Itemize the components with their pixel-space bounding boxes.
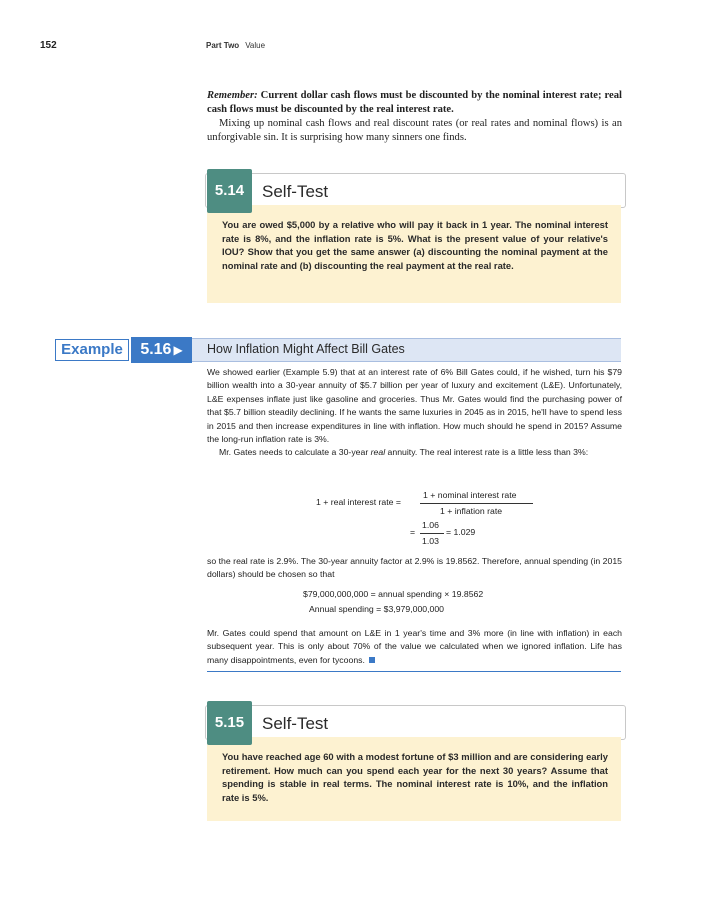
equation-denominator: 1 + inflation rate <box>440 506 503 516</box>
example-label: Example <box>55 339 129 361</box>
running-head <box>206 41 265 50</box>
example-end-rule <box>207 671 621 672</box>
page-number: 152 <box>40 40 57 51</box>
example-title: How Inflation Might Affect Bill Gates <box>207 342 405 356</box>
equation-equals: = <box>410 527 416 537</box>
fraction-bar <box>420 503 533 504</box>
self-test-title: Self-Test <box>262 182 329 201</box>
part-label: Part Two <box>206 41 240 50</box>
example-paragraph-3: so the real rate is 2.9%. The 30-year annuity factor at 2.9% is 19.8562. Therefore, annual spending (in 2015 dollars) should be chosen so that <box>207 556 622 580</box>
example-body-top <box>207 366 622 460</box>
equation-4: Annual spending = $3,979,000,000 <box>309 604 445 614</box>
intro-paragraph: Mixing up nominal cash flows and real discount rates (or real rates and nominal flows) is an unforgivable sin. It is surprising how many sinners one finds. <box>207 118 622 143</box>
equation-lhs: 1 + real interest rate = <box>316 497 401 507</box>
arrow-right-icon: ▶ <box>173 343 183 357</box>
example-paragraph-4: Mr. Gates could spend that amount on L&E in 1 year's time and 3% more (in line with inflation) in each subsequent year. This is only about 70% of the value we calculated when we ignored inflation. Life has many disappointments, even for tycoons. <box>207 628 622 665</box>
emphasis-real: real <box>370 447 386 458</box>
example-paragraph-3-wrap <box>207 555 622 582</box>
fraction-bar-2 <box>420 533 444 534</box>
end-of-example-icon <box>369 657 375 663</box>
remember-text: Current dollar cash flows must be discounted by the nominal interest rate; real cash flows must be discounted by the real interest rate. <box>207 90 622 115</box>
equation-3: $79,000,000,000 = annual spending × 19.8562 <box>303 589 484 599</box>
remember-label: Remember: <box>207 90 258 101</box>
equation-result: = 1.029 <box>446 527 476 537</box>
example-number: 5.16 <box>140 341 172 358</box>
remember-paragraph <box>207 89 622 117</box>
part-title: Value <box>245 41 266 50</box>
self-test-question-2: You have reached age 60 with a modest fortune of $3 million and are considering early retirement. How much can you spend each year for the next 30 years? Assume that spending is stable in real terms. The nominal interest rate is 10%, and the inflation rate is 5%. <box>222 751 608 803</box>
example-paragraph-2: Mr. Gates needs to calculate a 30-year real annuity. The real interest rate is a little less than 3%: <box>219 447 589 458</box>
equation-denominator-2: 1.03 <box>422 536 439 546</box>
equation-numerator-2: 1.06 <box>422 520 439 530</box>
self-test-question: You are owed $5,000 by a relative who will pay it back in 1 year. The nominal interest rate is 8%, and the inflation rate is 5%. What is the present value of your relative's IOU? Show that you get the same answer (a) discounting the nominal payment at the nominal rate and (b) discounting the real payment at the real rate. <box>222 219 608 271</box>
example-paragraph-4-wrap <box>207 627 622 667</box>
self-test-title-2: Self-Test <box>262 714 329 733</box>
intro-text <box>207 89 622 145</box>
equation-numerator: 1 + nominal interest rate <box>423 490 517 500</box>
example-paragraph-1: We showed earlier (Example 5.9) that at an interest rate of 6% Bill Gates could, if he wished, turn his $79 billion wealth into a 30-year annuity of $5.7 billion per year of luxury and excitement (L&E). Unfortunately, L&E expenses inflate just like gasoline and groceries. Thus Mr. Gates would find the purchasing power of that $5.7 billion steadily declining. If he wants the same luxuries in 2045 as in 2015, he'll have to spend less in 2015 and then increase expenditures in line with inflation. How much should he spend in 2015? Assume the long-run inflation rate is 3%. <box>207 367 622 445</box>
self-test-badge: 5.14 <box>207 169 252 213</box>
self-test-badge-2: 5.15 <box>207 701 252 745</box>
example-number-badge <box>131 337 192 363</box>
